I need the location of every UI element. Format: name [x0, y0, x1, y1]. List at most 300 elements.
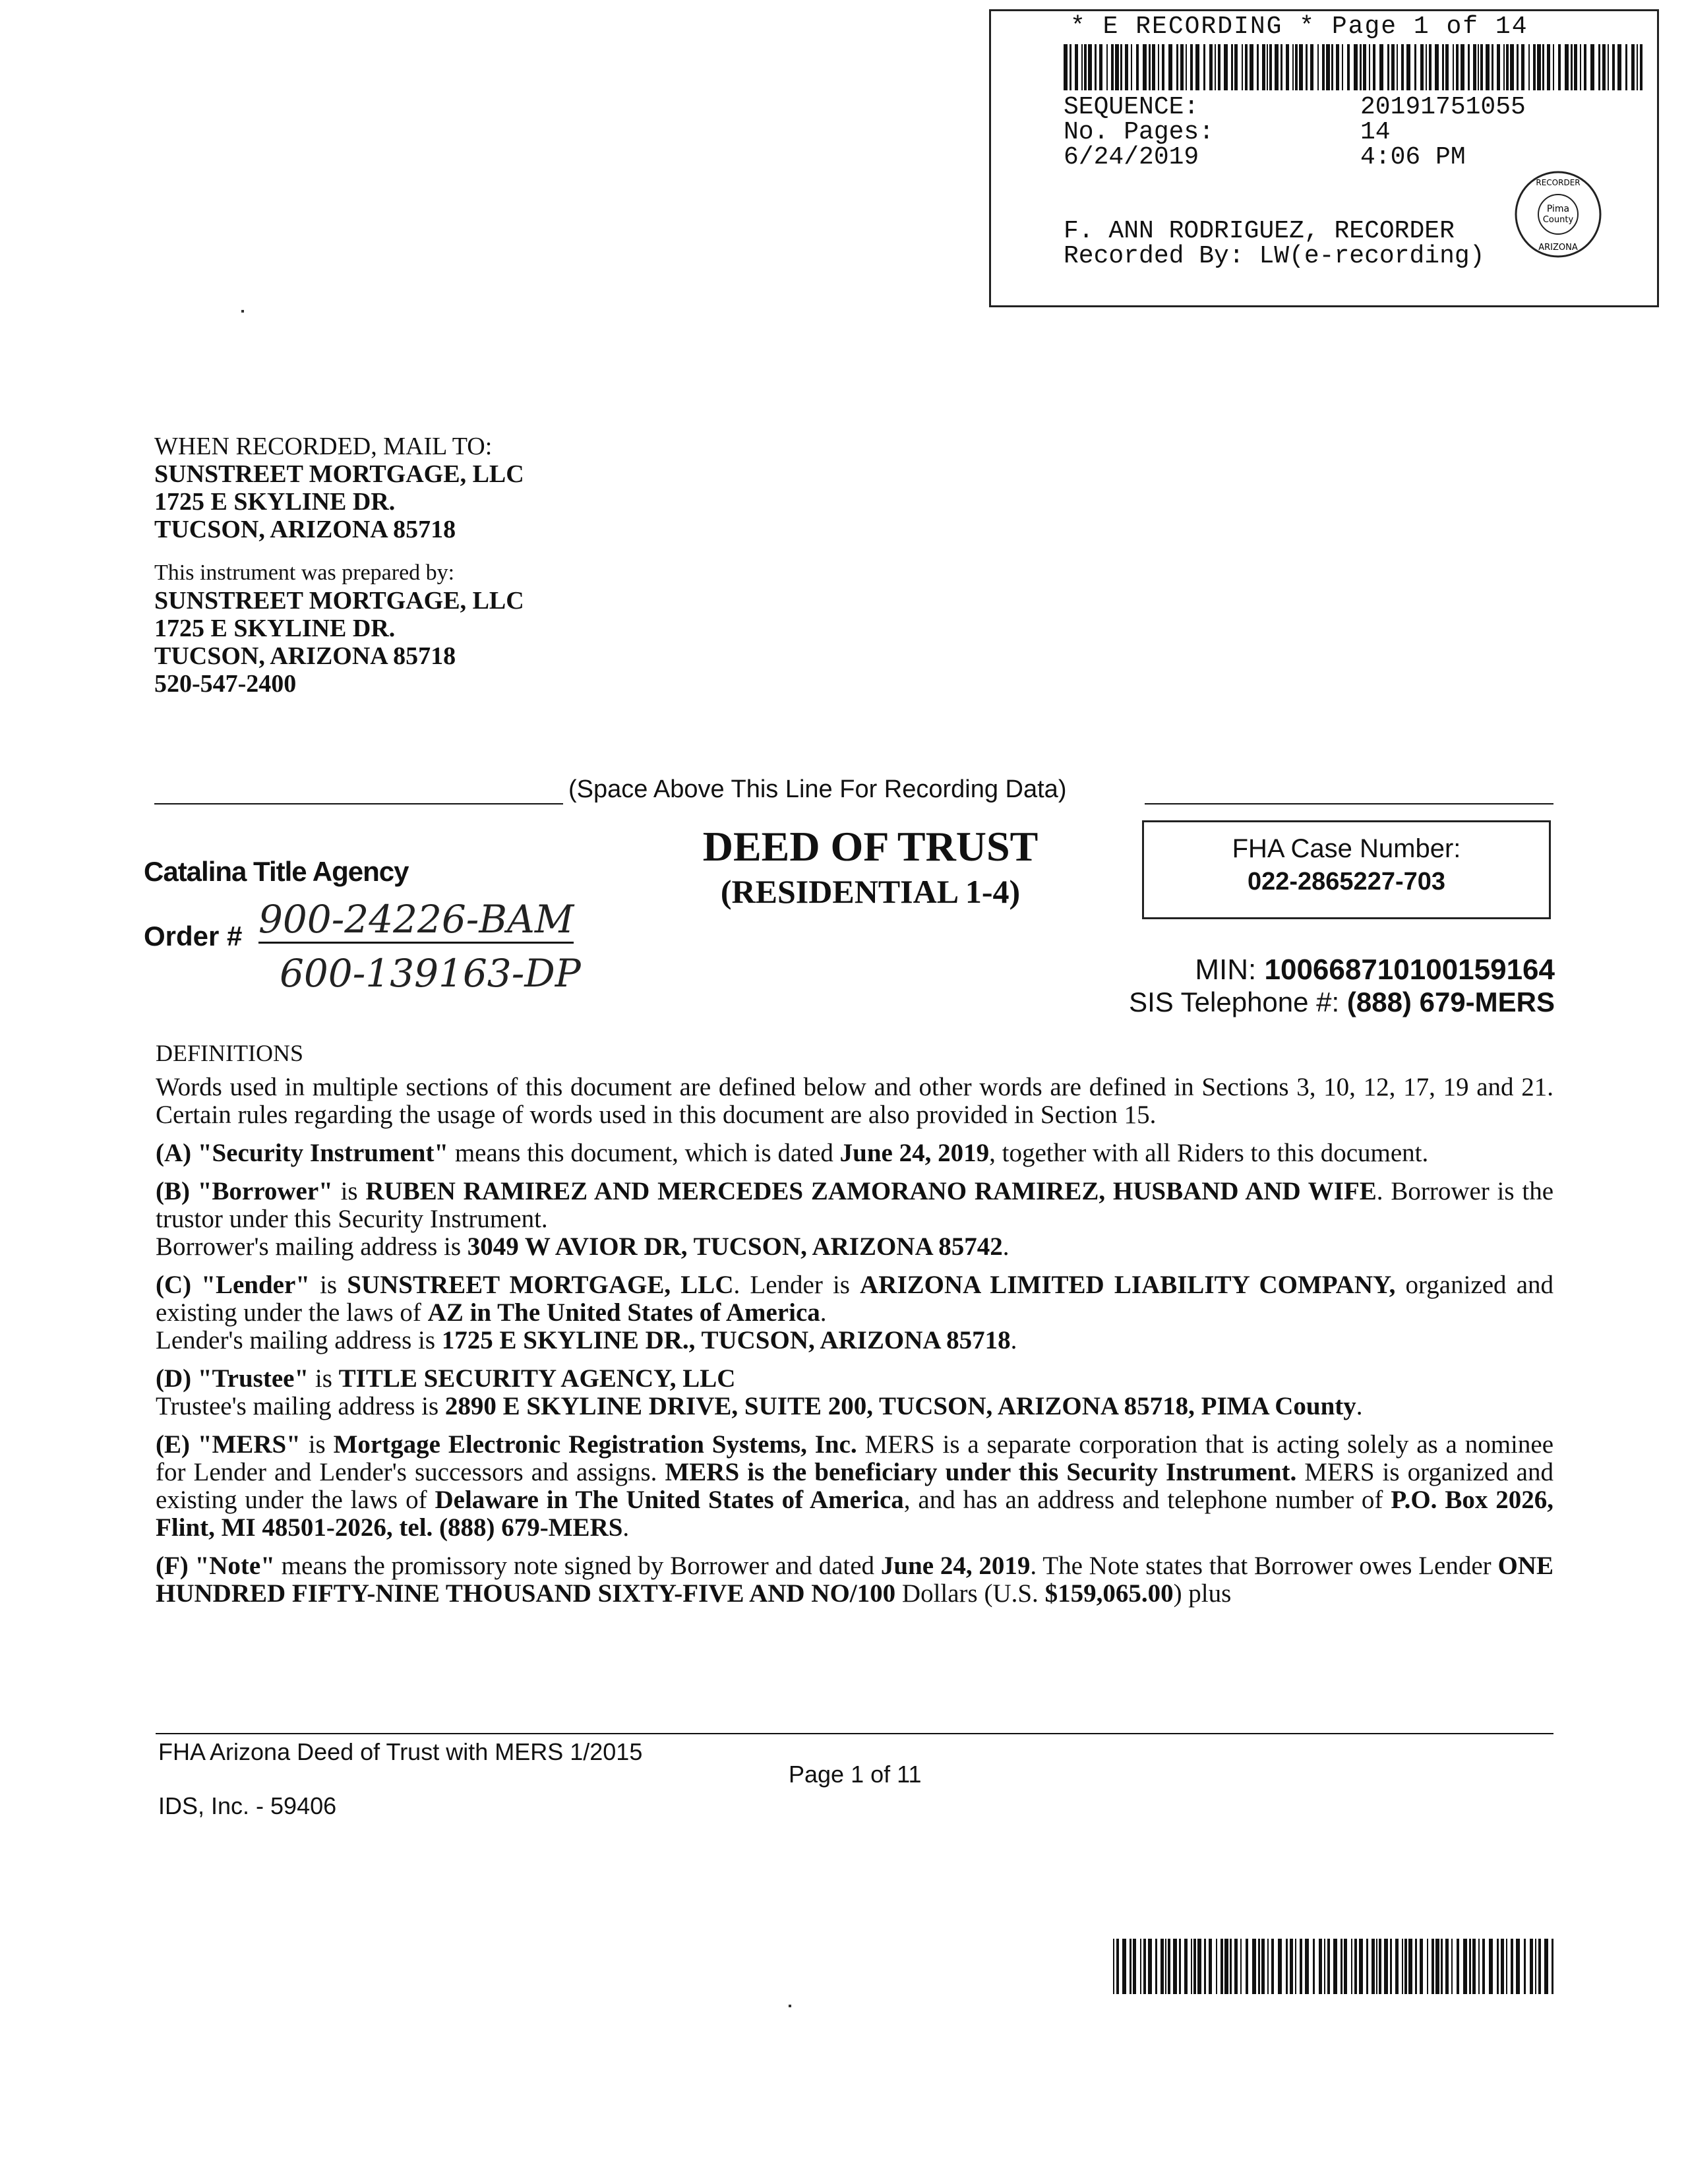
definition-value: Delaware in The United States of America — [435, 1486, 904, 1514]
barcode-bar — [1240, 1939, 1242, 1994]
barcode-bar — [1070, 44, 1071, 90]
county-seal-icon — [1512, 168, 1604, 260]
barcode-bar — [1503, 44, 1505, 90]
barcode-bar — [1122, 1939, 1126, 1994]
document-barcode — [1113, 1939, 1553, 1994]
barcode-bar — [1324, 1939, 1325, 1994]
barcode-bar — [1406, 44, 1410, 90]
definition-b — [156, 1178, 1553, 1261]
definition-text: , together with all Riders to this document. — [989, 1139, 1429, 1167]
barcode-bar — [1275, 44, 1279, 90]
barcode-bar — [1453, 44, 1454, 90]
barcode-bar — [1516, 1939, 1520, 1994]
barcode-bar — [1426, 44, 1427, 90]
definition-e — [156, 1431, 1553, 1542]
definition-value: $159,065.00 — [1044, 1579, 1174, 1608]
barcode-bar — [1179, 1939, 1181, 1994]
barcode-bar — [1111, 44, 1114, 90]
barcode-bar — [1230, 1939, 1232, 1994]
barcode-bar — [1245, 44, 1248, 90]
barcode-bar — [1354, 44, 1358, 90]
barcode-bar — [1547, 44, 1550, 90]
barcode-bar — [1360, 44, 1362, 90]
barcode-bar — [1197, 1939, 1201, 1994]
barcode-bar — [1125, 44, 1128, 90]
barcode-bar — [1306, 44, 1308, 90]
barcode-bar — [1489, 1939, 1493, 1994]
svg-text:RECORDER: RECORDER — [1536, 178, 1581, 187]
barcode-bar — [1258, 1939, 1260, 1994]
barcode-bar — [1319, 1939, 1322, 1994]
barcode-bar — [1331, 44, 1333, 90]
term-label: (D) "Trustee" — [156, 1364, 309, 1393]
barcode-bar — [1246, 1939, 1248, 1994]
barcode-bar — [1333, 1939, 1337, 1994]
barcode-bar — [1271, 1939, 1274, 1994]
barcode-bar — [1472, 1939, 1476, 1994]
barcode-bar — [1261, 1939, 1265, 1994]
footer-ids: IDS, Inc. - 59406 — [158, 1792, 337, 1819]
prepared-by-line: 1725 E SKYLINE DR. — [154, 615, 396, 642]
barcode-bar — [1218, 44, 1221, 90]
barcode-bar — [1379, 44, 1383, 90]
barcode-bar — [1131, 44, 1132, 90]
min-label: MIN: — [1195, 954, 1265, 986]
barcode-bar — [1397, 44, 1398, 90]
stamp-header: * E RECORDING * Page 1 of 14 — [1070, 13, 1528, 41]
sis-line — [1129, 986, 1555, 1018]
barcode-bar — [1497, 44, 1500, 90]
barcode-bar — [1420, 44, 1424, 90]
definition-d — [156, 1365, 1553, 1420]
definition-text: . Borrower is the trustor under this Security Instrument. — [156, 1177, 1554, 1233]
barcode-bar — [1173, 1939, 1177, 1994]
order-label: Order # — [144, 921, 243, 952]
barcode-bar — [1631, 44, 1635, 90]
prepared-by-block — [154, 559, 524, 698]
barcode-bar — [1521, 44, 1524, 90]
barcode-bar — [1152, 44, 1155, 90]
barcode-bar — [1209, 44, 1213, 90]
barcode-bar — [1133, 1939, 1136, 1994]
barcode-bar — [1590, 44, 1594, 90]
definition-value: 3049 W AVIOR DR, TUCSON, ARIZONA 85742 — [467, 1232, 1003, 1261]
barcode-bar — [1608, 44, 1609, 90]
term-label: (C) "Lender" — [156, 1271, 310, 1299]
barcode-bar — [1347, 44, 1350, 90]
definitions-heading: DEFINITIONS — [156, 1040, 303, 1066]
barcode-bar — [1402, 1939, 1403, 1994]
speck — [241, 310, 244, 313]
definition-value: RUBEN RAMIREZ AND MERCEDES ZAMORANO RAMIREZ, HUSBAND AND WIFE — [365, 1177, 1377, 1205]
recording-data-label: (Space Above This Line For Recording Data) — [568, 775, 1067, 803]
barcode-bar — [1215, 44, 1216, 90]
definition-value: TITLE SECURITY AGENCY, LLC — [338, 1364, 736, 1393]
barcode-bar — [1395, 1939, 1399, 1994]
sequence-row — [1064, 93, 1526, 121]
definition-text: is — [300, 1430, 334, 1459]
svg-text:County: County — [1542, 215, 1574, 225]
prepared-by-line: SUNSTREET MORTGAGE, LLC — [154, 587, 524, 615]
barcode-bar — [1310, 44, 1313, 90]
barcode-bar — [1445, 1939, 1449, 1994]
definition-text: means the promissory note signed by Borrower and dated — [274, 1552, 881, 1580]
mail-to-line: 1725 E SKYLINE DR. — [154, 488, 396, 516]
barcode-bar — [1216, 1939, 1217, 1994]
definition-a — [156, 1139, 1553, 1167]
barcode-bar — [1537, 44, 1541, 90]
mail-to-line: TUCSON, ARIZONA 85718 — [154, 516, 456, 543]
term-label: (E) "MERS" — [156, 1430, 301, 1459]
barcode-bar — [1427, 1939, 1428, 1994]
barcode-bar — [1530, 1939, 1533, 1994]
barcode-bar — [1231, 44, 1233, 90]
definition-value: 1725 E SKYLINE DR., TUCSON, ARIZONA 85718 — [441, 1326, 1011, 1354]
barcode-bar — [1486, 44, 1490, 90]
barcode-bar — [1492, 44, 1493, 90]
barcode-bar — [1342, 44, 1343, 90]
term-label: (F) "Note" — [156, 1552, 275, 1580]
barcode-bar — [1143, 1939, 1146, 1994]
recording-rule-right — [1145, 803, 1553, 804]
barcode-bar — [1390, 1939, 1392, 1994]
barcode-bar — [1162, 44, 1164, 90]
barcode-bar — [1120, 44, 1122, 90]
barcode-bar — [1095, 44, 1097, 90]
barcode-bar — [1158, 44, 1159, 90]
barcode-bar — [1262, 44, 1265, 90]
barcode-bar — [1468, 44, 1470, 90]
pages-value: 14 — [1360, 118, 1391, 146]
recording-stamp — [989, 9, 1659, 307]
mail-to-block — [154, 433, 524, 543]
barcode-bar — [1281, 44, 1282, 90]
document-title — [659, 823, 1081, 913]
barcode-bar — [1191, 1939, 1192, 1994]
definition-value: ARIZONA LIMITED LIABILITY COMPANY, — [860, 1271, 1396, 1299]
barcode-bar — [1286, 44, 1289, 90]
barcode-bar — [1544, 1939, 1548, 1994]
barcode-bar — [1149, 44, 1151, 90]
barcode-bar — [1267, 44, 1268, 90]
barcode-bar — [1617, 44, 1621, 90]
barcode-bar — [1116, 1939, 1119, 1994]
barcode-bar — [1351, 1939, 1352, 1994]
barcode-bar — [1242, 44, 1243, 90]
barcode-bar — [1602, 44, 1606, 90]
barcode-bar — [1524, 1939, 1526, 1994]
barcode-bar — [1075, 44, 1078, 90]
barcode-bar — [1363, 44, 1366, 90]
barcode-bar — [1501, 1939, 1504, 1994]
date-row — [1064, 143, 1466, 171]
barcode-bar — [1384, 1939, 1388, 1994]
definition-value: 2890 E SKYLINE DRIVE, SUITE 200, TUCSON, ARIZONA 85718, PIMA County — [444, 1392, 1356, 1420]
barcode-bar — [1480, 44, 1483, 90]
definitions-section — [156, 1039, 1553, 1618]
prepared-by-heading: This instrument was prepared by: — [154, 561, 455, 585]
barcode-bar — [1195, 44, 1199, 90]
barcode-bar — [1168, 44, 1172, 90]
barcode-bar — [1180, 44, 1184, 90]
barcode-bar — [1429, 44, 1432, 90]
prepared-by-line: 520-547-2400 — [154, 670, 297, 698]
fha-case-number: 022-2865227-703 — [1247, 868, 1446, 895]
barcode-bar — [1286, 1939, 1288, 1994]
barcode-bar — [1354, 1939, 1357, 1994]
barcode-bar — [1379, 1939, 1381, 1994]
barcode-bar — [1186, 44, 1187, 90]
barcode-bar — [1190, 44, 1193, 90]
barcode-bar — [1257, 44, 1259, 90]
barcode-bar — [1511, 1939, 1513, 1994]
barcode-bar — [1209, 1939, 1212, 1994]
definition-text: . — [1002, 1232, 1010, 1261]
barcode-bar — [1528, 44, 1530, 90]
barcode-bar — [1580, 44, 1581, 90]
barcode-bar — [1517, 44, 1519, 90]
barcode-bar — [1341, 1939, 1342, 1994]
barcode-bar — [1637, 44, 1638, 90]
barcode-bar — [1203, 44, 1205, 90]
recording-date: 6/24/2019 — [1064, 143, 1199, 171]
sequence-value: 20191751055 — [1360, 93, 1526, 121]
barcode-bar — [1373, 44, 1375, 90]
definition-text: . — [1010, 1326, 1017, 1354]
fha-case-label: FHA Case Number: — [1232, 834, 1461, 863]
barcode-bar — [1292, 44, 1294, 90]
mail-to-line: SUNSTREET MORTGAGE, LLC — [154, 460, 524, 488]
barcode-bar — [1420, 1939, 1423, 1994]
barcode-bar — [1088, 44, 1092, 90]
definition-value: P.O. Box 2026, Flint, MI 48501-2026, tel. (888) 679-MERS — [156, 1486, 1553, 1542]
barcode-bar — [1506, 44, 1509, 90]
barcode-bar — [1401, 44, 1404, 90]
barcode-bar — [1224, 1939, 1228, 1994]
barcode-bar — [1252, 1939, 1256, 1994]
barcode-bar — [1130, 1939, 1131, 1994]
svg-text:Pima: Pima — [1546, 204, 1570, 214]
barcode-bar — [1366, 1939, 1368, 1994]
barcode-bar — [1372, 1939, 1375, 1994]
barcode-bar — [1478, 1939, 1480, 1994]
barcode-bar — [1084, 44, 1087, 90]
definition-text: is — [309, 1271, 347, 1299]
order-number-handwritten-2: 600-139163-DP — [280, 951, 581, 996]
definition-text: is — [332, 1177, 366, 1205]
barcode-bar — [1136, 44, 1139, 90]
barcode-bar — [1565, 44, 1569, 90]
fha-case-box — [1142, 820, 1551, 919]
pages-label: No. Pages: — [1064, 118, 1215, 146]
barcode-bar — [1193, 1939, 1196, 1994]
definition-text: . Lender is — [733, 1271, 860, 1299]
barcode-bar — [1584, 44, 1586, 90]
barcode-bar — [1234, 44, 1238, 90]
definition-text: . The Note states that Borrower owes Lender — [1030, 1552, 1498, 1580]
agency-name: Catalina Title Agency — [144, 856, 409, 887]
barcode-bar — [1234, 1939, 1238, 1994]
sequence-label: SEQUENCE: — [1064, 93, 1199, 121]
barcode-bar — [1099, 44, 1102, 90]
definition-text: Dollars (U.S. — [895, 1579, 1045, 1608]
barcode-bar — [1326, 44, 1330, 90]
barcode-bar — [1295, 44, 1298, 90]
barcode-bar — [1184, 1939, 1188, 1994]
barcode-bar — [1250, 44, 1253, 90]
page-number: Page 1 of 11 — [789, 1761, 922, 1788]
prepared-by-line: TUCSON, ARIZONA 85718 — [154, 642, 456, 670]
barcode-bar — [1224, 44, 1228, 90]
definition-text: organized and existing under the laws of — [156, 1271, 1554, 1327]
barcode-bar — [1295, 1939, 1296, 1994]
definition-text: Lender's mailing address is — [156, 1326, 442, 1354]
barcode-bar — [1176, 44, 1178, 90]
barcode-bar — [1336, 44, 1339, 90]
barcode-bar — [1441, 1939, 1443, 1994]
barcode-bar — [1344, 1939, 1347, 1994]
recorder-name: F. ANN RODRIGUEZ, RECORDER — [1064, 217, 1455, 245]
barcode-bar — [1478, 44, 1479, 90]
speck — [789, 2005, 791, 2007]
barcode-bar — [1469, 1939, 1471, 1994]
barcode-bar — [1574, 44, 1577, 90]
svg-text:ARIZONA: ARIZONA — [1538, 243, 1578, 253]
barcode-bar — [1535, 1939, 1536, 1994]
definition-text: is — [309, 1364, 339, 1393]
barcode-bar — [1463, 1939, 1467, 1994]
barcode-bar — [1625, 44, 1627, 90]
barcode-bar — [1461, 44, 1464, 90]
barcode-bar — [1369, 44, 1370, 90]
barcode-bar — [1415, 1939, 1417, 1994]
definition-value: AZ in The United States of America — [427, 1298, 820, 1327]
recording-rule-left — [154, 803, 563, 804]
sis-label: SIS Telephone #: — [1129, 986, 1347, 1017]
barcode-bar — [1435, 44, 1439, 90]
barcode-bar — [1300, 1939, 1302, 1994]
definition-text: , and has an address and telephone number of — [903, 1486, 1391, 1514]
barcode-bar — [1155, 1939, 1157, 1994]
barcode-bar — [1538, 1939, 1541, 1994]
barcode-bar — [1322, 44, 1325, 90]
order-number-handwritten: 900-24226-BAM — [258, 897, 574, 944]
barcode-bar — [1457, 1939, 1459, 1994]
barcode-bar — [1456, 44, 1459, 90]
definition-text: ) plus — [1173, 1579, 1232, 1608]
barcode-bar — [1168, 1939, 1170, 1994]
barcode-bar — [1064, 44, 1068, 90]
barcode-bar — [1404, 1939, 1407, 1994]
definition-text: . — [622, 1513, 630, 1542]
barcode-bar — [1278, 1939, 1282, 1994]
barcode-bar — [1204, 1939, 1206, 1994]
barcode-bar — [1391, 44, 1395, 90]
barcode-bar — [1165, 1939, 1166, 1994]
recording-time: 4:06 PM — [1360, 143, 1466, 171]
definition-text: MERS is organized and existing under the laws of — [156, 1458, 1553, 1514]
title-sub: (RESIDENTIAL 1-4) — [720, 873, 1021, 910]
barcode-bar — [1497, 1939, 1499, 1994]
barcode-bar — [1148, 1939, 1152, 1994]
barcode-bar — [1542, 44, 1544, 90]
term-label: (A) "Security Instrument" — [156, 1139, 449, 1167]
definition-text: MERS is a separate corporation that is acting solely as a nominee for Lender and Lender's successors and assigns. — [156, 1430, 1553, 1486]
definition-text: Trustee's mailing address is — [156, 1392, 445, 1420]
barcode-bar — [1552, 1939, 1553, 1994]
barcode-bar — [1612, 44, 1615, 90]
barcode-bar — [1558, 44, 1561, 90]
barcode-bar — [1598, 44, 1600, 90]
barcode-bar — [1510, 44, 1514, 90]
definition-value: MERS is the beneficiary under this Security Instrument. — [665, 1458, 1297, 1486]
definition-value: June 24, 2019 — [880, 1552, 1031, 1580]
barcode-bar — [1106, 44, 1108, 90]
barcode-bar — [1081, 44, 1083, 90]
definitions-intro: Words used in multiple sections of this document are defined below and other words are defined in Sections 3, 10, 12, 17, 19 and 21. Certain rules regarding the usage of words used in this document are also provided in Section 15. — [156, 1073, 1553, 1129]
barcode-bar — [1317, 44, 1319, 90]
sis-value: (888) 679-MERS — [1346, 986, 1555, 1017]
definition-c — [156, 1271, 1553, 1354]
recorded-by: Recorded By: LW(e-recording) — [1064, 242, 1485, 270]
min-value: 100668710100159164 — [1264, 954, 1555, 986]
barcode-bar — [1442, 44, 1444, 90]
barcode-bar — [1221, 1939, 1223, 1994]
footer-rule — [156, 1733, 1553, 1734]
definition-value: June 24, 2019 — [839, 1139, 990, 1167]
barcode-bar — [1451, 1939, 1453, 1994]
barcode-bar — [1269, 44, 1272, 90]
stamp-barcode — [1064, 44, 1644, 90]
barcode-bar — [1143, 44, 1147, 90]
barcode-bar — [1387, 44, 1389, 90]
barcode-bar — [1506, 1939, 1507, 1994]
barcode-bar — [1482, 1939, 1485, 1994]
definition-f — [156, 1552, 1553, 1608]
definition-value: Mortgage Electronic Registration Systems, Inc. — [333, 1430, 857, 1459]
barcode-bar — [1432, 1939, 1434, 1994]
barcode-bar — [1640, 44, 1643, 90]
mail-to-heading: WHEN RECORDED, MAIL TO: — [154, 433, 493, 460]
barcode-bar — [1376, 1939, 1377, 1994]
barcode-bar — [1113, 1939, 1114, 1994]
barcode-bar — [1473, 44, 1476, 90]
footer-form-name: FHA Arizona Deed of Trust with MERS 1/2015 — [158, 1738, 643, 1765]
definition-text: Borrower's mailing address is — [156, 1232, 467, 1261]
barcode-bar — [1115, 44, 1119, 90]
barcode-bar — [1533, 44, 1536, 90]
definition-text: . — [820, 1298, 827, 1327]
definition-text: means this document, which is dated — [448, 1139, 840, 1167]
definition-text: . — [1356, 1392, 1363, 1420]
barcode-bar — [1160, 1939, 1164, 1994]
definition-value: ONE HUNDRED FIFTY-NINE THOUSAND SIXTY-FIVE AND NO/100 — [156, 1552, 1553, 1608]
barcode-bar — [1140, 1939, 1141, 1994]
title-main: DEED OF TRUST — [702, 823, 1039, 870]
barcode-bar — [1290, 1939, 1293, 1994]
barcode-bar — [1327, 1939, 1330, 1994]
definition-value: SUNSTREET MORTGAGE, LLC — [347, 1271, 734, 1299]
barcode-bar — [1435, 1939, 1439, 1994]
barcode-bar — [1299, 44, 1303, 90]
barcode-bar — [1414, 44, 1416, 90]
barcode-bar — [1408, 1939, 1412, 1994]
min-line — [1195, 954, 1555, 986]
barcode-bar — [1267, 1939, 1269, 1994]
barcode-bar — [1305, 1939, 1309, 1994]
term-label: (B) "Borrower" — [156, 1177, 333, 1205]
barcode-bar — [1571, 44, 1573, 90]
